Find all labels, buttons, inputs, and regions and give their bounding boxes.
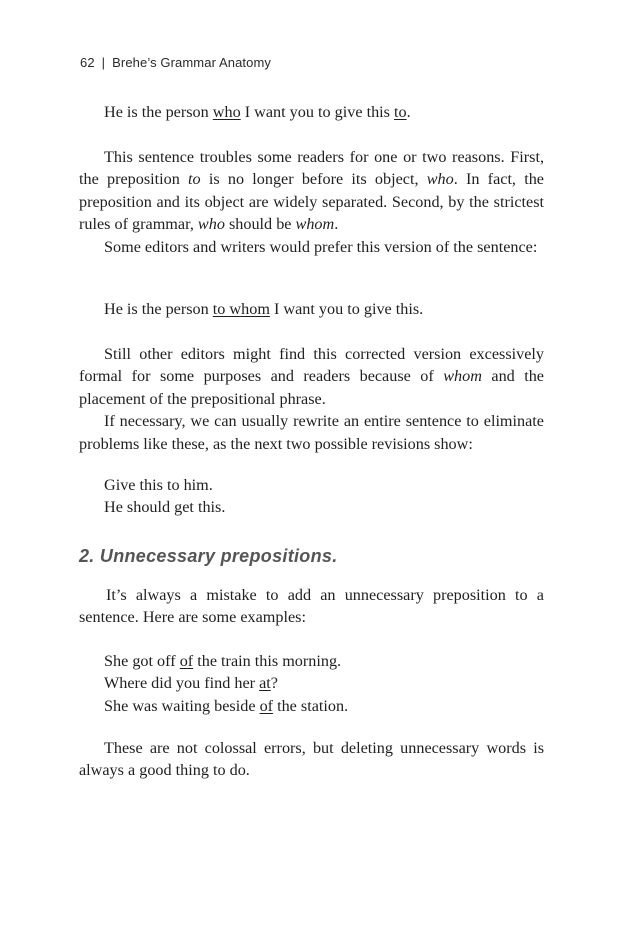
example-sentence: She was waiting beside of the station. xyxy=(104,696,349,715)
underlined-word: to xyxy=(394,103,407,121)
explanation-block xyxy=(79,146,544,258)
book-title: Brehe’s Grammar Anatomy xyxy=(112,55,271,70)
page-number: 62 xyxy=(80,55,95,70)
revision-sentence: Give this to him. xyxy=(104,476,213,494)
header-separator: | xyxy=(101,55,106,70)
example-sentence: Where did you find her at? xyxy=(104,674,278,693)
example-sentence: She got off of the train this morning. xyxy=(104,652,342,670)
discussion-block xyxy=(79,343,544,455)
closing-block xyxy=(79,737,544,782)
paragraph: This sentence troubles some readers for one or two reasons. First, the preposition to is no longer before its object, who. In fact, the preposition and its object are widely separated. Second, by the strictest rules of grammar, who should be whom. xyxy=(79,148,544,234)
section-heading: 2. Unnecessary prepositions. xyxy=(79,546,338,566)
underlined-phrase: to whom xyxy=(212,300,270,318)
paragraph: These are not colossal errors, but deleting unnecessary words is always a good thing to do. xyxy=(79,739,544,780)
paragraph: Some editors and writers would prefer this version of the sentence: xyxy=(104,237,538,256)
revision-sentence: He should get this. xyxy=(104,498,226,517)
paragraph: If necessary, we can usually rewrite an entire sentence to eliminate problems like these, as the next two possible revisions show: xyxy=(79,412,544,453)
underlined-word: who xyxy=(212,103,241,121)
section2-examples-block xyxy=(79,650,544,717)
underlined-word: at xyxy=(259,674,271,693)
underlined-word: of xyxy=(259,696,274,715)
example-block-1 xyxy=(79,101,544,123)
paragraph: It’s always a mistake to add an unnecessary preposition to a sentence. Here are some examples: xyxy=(79,586,544,627)
example-sentence: He is the person who I want you to give this to. xyxy=(104,103,411,121)
example-block-2 xyxy=(79,298,544,320)
section2-intro-block xyxy=(79,584,544,629)
running-head xyxy=(80,55,271,70)
revisions-block xyxy=(79,474,544,519)
underlined-word: of xyxy=(179,652,194,670)
example-sentence: He is the person to whom I want you to give this. xyxy=(104,300,424,318)
paragraph: Still other editors might find this corrected version excessively formal for some purposes and readers because of whom and the placement of the prepositional phrase. xyxy=(79,345,544,408)
